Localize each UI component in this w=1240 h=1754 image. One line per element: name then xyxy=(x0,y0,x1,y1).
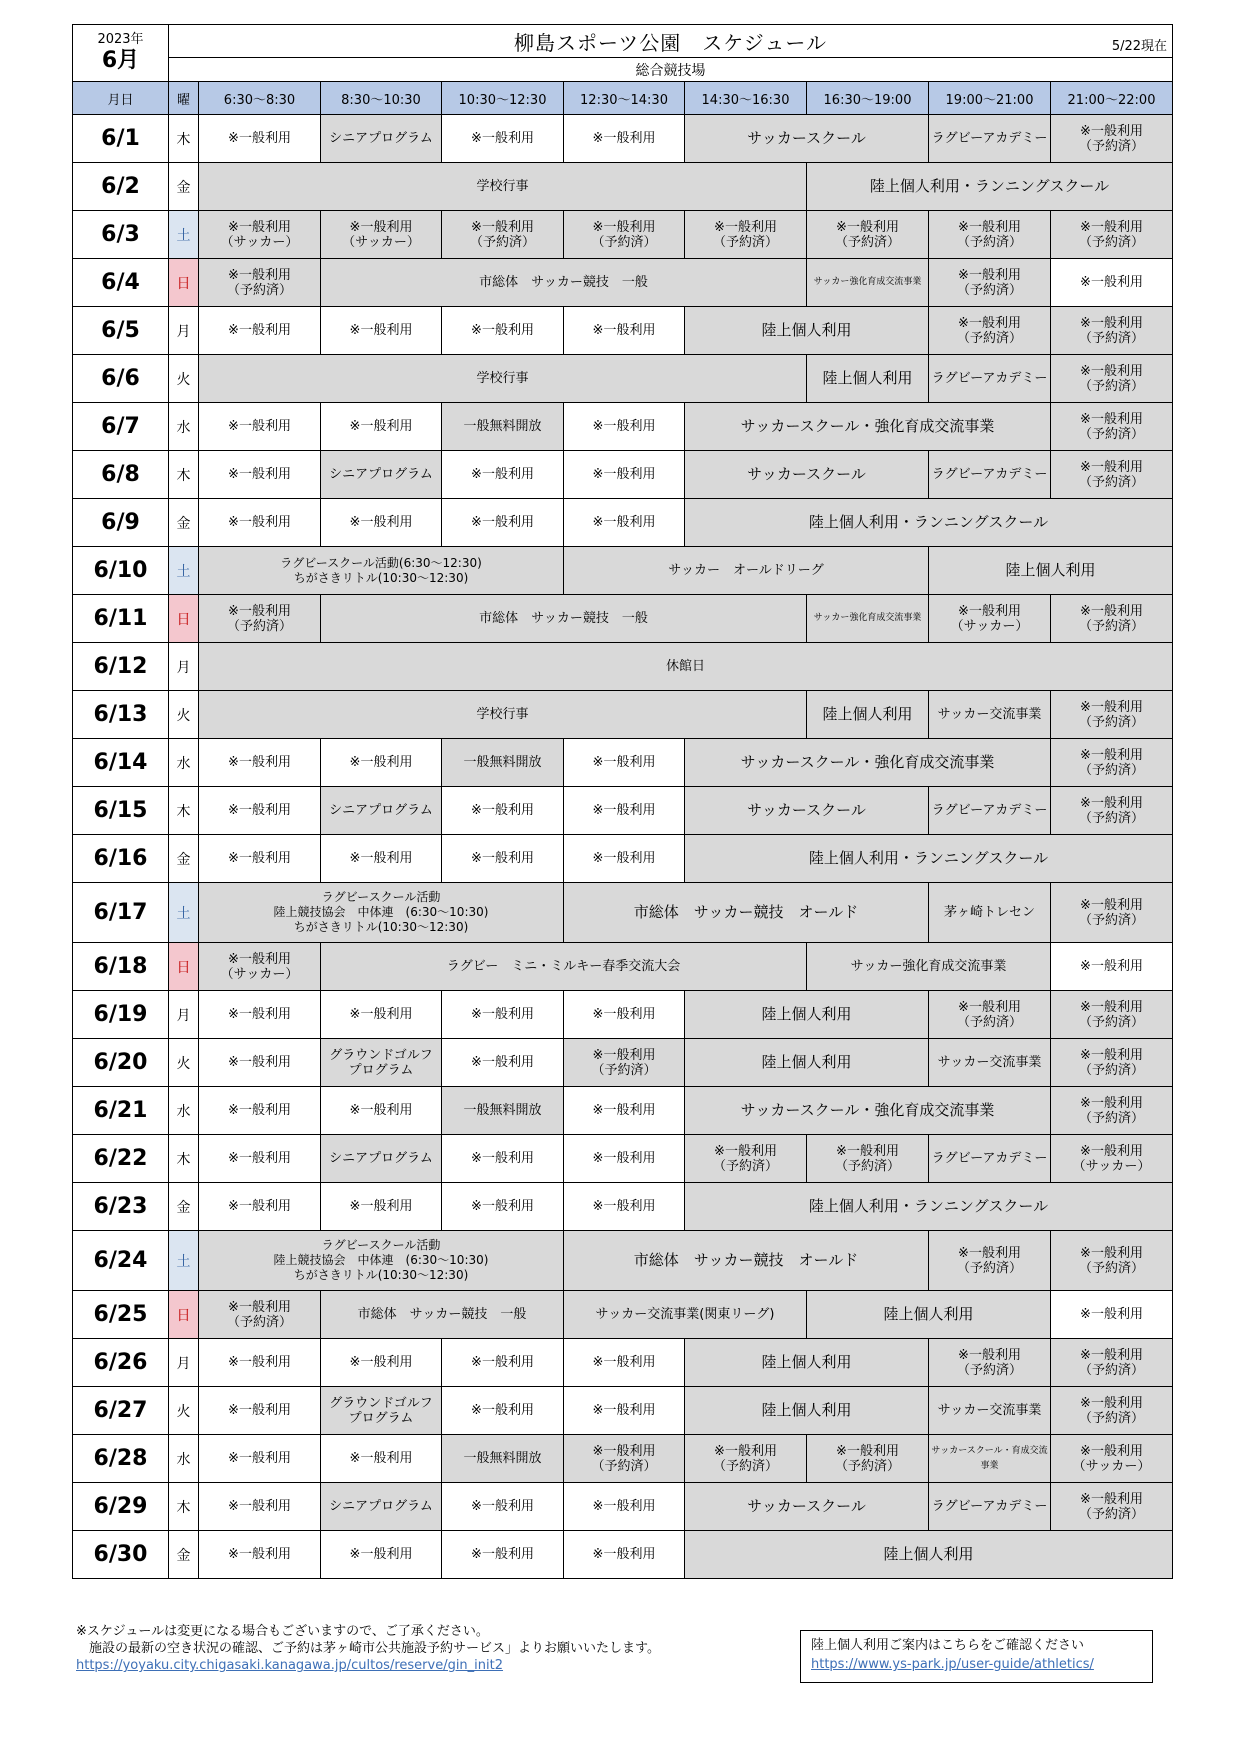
schedule-row xyxy=(73,1531,1173,1579)
page-title: 柳島スポーツ公園 スケジュール xyxy=(514,30,827,55)
schedule-cell: ※一般利用 （サッカー） xyxy=(1051,1435,1173,1483)
schedule-cell: ラグビーアカデミー xyxy=(929,451,1051,499)
schedule-row xyxy=(73,1183,1173,1231)
schedule-cell: 陸上個人利用・ランニングスクール xyxy=(685,499,1173,547)
row-weekday: 水 xyxy=(169,1087,199,1135)
schedule-row xyxy=(73,739,1173,787)
schedule-cell: ※一般利用 （予約済） xyxy=(1051,883,1173,943)
schedule-row xyxy=(73,787,1173,835)
schedule-cell: ※一般利用 （予約済） xyxy=(929,307,1051,355)
schedule-cell: ※一般利用 xyxy=(1051,943,1173,991)
schedule-cell: ※一般利用 （予約済） xyxy=(1051,355,1173,403)
row-date: 6/30 xyxy=(73,1531,169,1579)
schedule-row xyxy=(73,211,1173,259)
schedule-cell: 市総体 サッカー競技 一般 xyxy=(321,595,807,643)
row-date: 6/18 xyxy=(73,943,169,991)
schedule-cell: ※一般利用 xyxy=(442,451,564,499)
schedule-cell: 一般無料開放 xyxy=(442,1435,564,1483)
schedule-cell: ラグビースクール活動 陸上競技協会 中体連 (6:30～10:30) ちがさきリトル(10:30～12:30) xyxy=(199,1231,564,1291)
schedule-cell: ※一般利用 xyxy=(199,835,321,883)
slot-header: 8:30～10:30 xyxy=(321,82,442,115)
schedule-cell: ※一般利用 xyxy=(199,499,321,547)
schedule-cell: ※一般利用 xyxy=(564,451,685,499)
schedule-cell: ※一般利用 xyxy=(321,1339,442,1387)
schedule-row xyxy=(73,1291,1173,1339)
row-weekday: 火 xyxy=(169,1039,199,1087)
row-weekday: 月 xyxy=(169,1339,199,1387)
schedule-cell: ※一般利用 xyxy=(564,1531,685,1579)
schedule-cell: 学校行事 xyxy=(199,355,807,403)
schedule-cell: ※一般利用 xyxy=(321,499,442,547)
row-date: 6/10 xyxy=(73,547,169,595)
row-date: 6/4 xyxy=(73,259,169,307)
schedule-cell: ラグビーアカデミー xyxy=(929,787,1051,835)
schedule-cell: ※一般利用 xyxy=(199,1183,321,1231)
row-weekday: 日 xyxy=(169,943,199,991)
schedule-cell: 学校行事 xyxy=(199,163,807,211)
schedule-cell: 陸上個人利用 xyxy=(685,307,929,355)
row-weekday: 月 xyxy=(169,991,199,1039)
schedule-cell: ※一般利用 （予約済） xyxy=(564,211,685,259)
month-cell xyxy=(73,25,169,82)
row-weekday: 水 xyxy=(169,1435,199,1483)
schedule-cell: ※一般利用 xyxy=(564,1183,685,1231)
schedule-cell: ※一般利用 xyxy=(199,1135,321,1183)
schedule-cell: ※一般利用 （サッカー） xyxy=(1051,1135,1173,1183)
schedule-cell: ※一般利用 （予約済） xyxy=(1051,1483,1173,1531)
schedule-cell: ※一般利用 xyxy=(564,739,685,787)
schedule-row xyxy=(73,547,1173,595)
schedule-cell: ※一般利用 xyxy=(564,499,685,547)
row-weekday: 土 xyxy=(169,1231,199,1291)
row-date: 6/25 xyxy=(73,1291,169,1339)
schedule-cell: ※一般利用 xyxy=(564,991,685,1039)
schedule-cell: ※一般利用 （予約済） xyxy=(442,211,564,259)
column-header-row xyxy=(73,82,1173,115)
schedule-cell: ※一般利用 xyxy=(199,1531,321,1579)
as-of-date: 5/22現在 xyxy=(1111,38,1168,54)
schedule-cell: 陸上個人利用・ランニングスクール xyxy=(807,163,1173,211)
schedule-note: ※スケジュールは変更になる場合もございますので、ご了承ください。 施設の最新の空き状況の確認、ご予約は茅ヶ崎市公共施設予約サービス」よりお願いいたします。 xyxy=(76,1624,660,1656)
athletics-guide-link[interactable]: https://www.ys-park.jp/user-guide/athletics/ xyxy=(811,1657,1094,1672)
schedule-row xyxy=(73,307,1173,355)
schedule-cell: ※一般利用 （予約済） xyxy=(1051,1039,1173,1087)
row-date: 6/7 xyxy=(73,403,169,451)
schedule-cell: ※一般利用 xyxy=(321,991,442,1039)
schedule-cell: ※一般利用 （サッカー） xyxy=(929,595,1051,643)
schedule-cell: ※一般利用 xyxy=(442,1183,564,1231)
row-weekday: 金 xyxy=(169,499,199,547)
schedule-cell: ※一般利用 xyxy=(321,739,442,787)
schedule-cell: サッカー交流事業 xyxy=(929,1039,1051,1087)
schedule-cell: ※一般利用 （予約済） xyxy=(1051,787,1173,835)
schedule-row xyxy=(73,1087,1173,1135)
row-date: 6/19 xyxy=(73,991,169,1039)
schedule-cell: ※一般利用 （予約済） xyxy=(1051,211,1173,259)
schedule-row xyxy=(73,115,1173,163)
schedule-cell: ※一般利用 xyxy=(564,1387,685,1435)
date-column-header: 月日 xyxy=(73,82,169,115)
schedule-cell: サッカースクール・強化育成交流事業 xyxy=(685,739,1051,787)
row-date: 6/12 xyxy=(73,643,169,691)
schedule-row xyxy=(73,883,1173,943)
row-weekday: 金 xyxy=(169,1183,199,1231)
schedule-row xyxy=(73,499,1173,547)
schedule-cell: サッカースクール・強化育成交流事業 xyxy=(685,403,1051,451)
schedule-row xyxy=(73,1387,1173,1435)
slot-header: 19:00～21:00 xyxy=(929,82,1051,115)
schedule-cell: ※一般利用 （予約済） xyxy=(1051,1387,1173,1435)
row-weekday: 火 xyxy=(169,355,199,403)
row-weekday: 木 xyxy=(169,115,199,163)
row-date: 6/1 xyxy=(73,115,169,163)
schedule-cell: ※一般利用 xyxy=(564,1339,685,1387)
schedule-cell: ※一般利用 xyxy=(442,1039,564,1087)
schedule-cell: ※一般利用 xyxy=(442,1483,564,1531)
row-date: 6/22 xyxy=(73,1135,169,1183)
schedule-cell: ※一般利用 xyxy=(442,835,564,883)
row-weekday: 木 xyxy=(169,1135,199,1183)
schedule-cell: ラグビーアカデミー xyxy=(929,355,1051,403)
schedule-cell: ※一般利用 xyxy=(442,1531,564,1579)
schedule-cell: ※一般利用 （予約済） xyxy=(1051,403,1173,451)
schedule-cell: ※一般利用 （予約済） xyxy=(807,211,929,259)
schedule-cell: ※一般利用 xyxy=(564,1483,685,1531)
schedule-cell: サッカー強化育成交流事業 xyxy=(807,595,929,643)
schedule-cell: ※一般利用 xyxy=(442,307,564,355)
schedule-cell: ※一般利用 （予約済） xyxy=(685,211,807,259)
row-date: 6/11 xyxy=(73,595,169,643)
schedule-cell: 陸上個人利用 xyxy=(685,1039,929,1087)
row-date: 6/14 xyxy=(73,739,169,787)
schedule-cell: サッカー強化育成交流事業 xyxy=(807,259,929,307)
row-date: 6/20 xyxy=(73,1039,169,1087)
row-weekday: 日 xyxy=(169,1291,199,1339)
schedule-cell: グラウンドゴルフ プログラム xyxy=(321,1039,442,1087)
row-date: 6/29 xyxy=(73,1483,169,1531)
schedule-cell: 市総体 サッカー競技 一般 xyxy=(321,259,807,307)
schedule-cell: ※一般利用 （予約済） xyxy=(1051,739,1173,787)
schedule-row xyxy=(73,451,1173,499)
schedule-cell: ※一般利用 （サッカー） xyxy=(199,943,321,991)
row-date: 6/3 xyxy=(73,211,169,259)
schedule-cell: ※一般利用 xyxy=(564,403,685,451)
schedule-cell: ※一般利用 （予約済） xyxy=(564,1435,685,1483)
schedule-cell: ※一般利用 （予約済） xyxy=(929,1231,1051,1291)
schedule-cell: ※一般利用 xyxy=(321,1087,442,1135)
schedule-cell: ※一般利用 xyxy=(199,1039,321,1087)
slot-header: 12:30～14:30 xyxy=(564,82,685,115)
schedule-row xyxy=(73,643,1173,691)
schedule-cell: ※一般利用 （予約済） xyxy=(929,259,1051,307)
schedule-cell: ※一般利用 xyxy=(442,1135,564,1183)
row-date: 6/5 xyxy=(73,307,169,355)
schedule-cell: ※一般利用 （予約済） xyxy=(199,595,321,643)
row-weekday: 木 xyxy=(169,787,199,835)
schedule-cell: グラウンドゴルフ プログラム xyxy=(321,1387,442,1435)
schedule-cell: ※一般利用 xyxy=(442,787,564,835)
row-weekday: 火 xyxy=(169,1387,199,1435)
schedule-cell: 陸上個人利用 xyxy=(807,355,929,403)
schedule-cell: ※一般利用 （予約済） xyxy=(1051,1339,1173,1387)
slot-header: 10:30～12:30 xyxy=(442,82,564,115)
schedule-cell: 市総体 サッカー競技 オールド xyxy=(564,883,929,943)
schedule-cell: 市総体 サッカー競技 オールド xyxy=(564,1231,929,1291)
schedule-cell: ※一般利用 （予約済） xyxy=(199,1291,321,1339)
schedule-row xyxy=(73,691,1173,739)
schedule-cell: 休館日 xyxy=(199,643,1173,691)
row-date: 6/24 xyxy=(73,1231,169,1291)
schedule-cell: サッカースクール xyxy=(685,1483,929,1531)
schedule-cell: 陸上個人利用 xyxy=(685,1339,929,1387)
schedule-cell: 陸上個人利用 xyxy=(685,1387,929,1435)
row-date: 6/2 xyxy=(73,163,169,211)
schedule-cell: ※一般利用 xyxy=(442,499,564,547)
schedule-cell: サッカースクール・育成交流事業 xyxy=(929,1435,1051,1483)
schedule-cell: ※一般利用 xyxy=(321,1435,442,1483)
row-date: 6/28 xyxy=(73,1435,169,1483)
schedule-cell: ※一般利用 xyxy=(564,1135,685,1183)
schedule-row xyxy=(73,355,1173,403)
schedule-cell: 陸上個人利用・ランニングスクール xyxy=(685,1183,1173,1231)
row-weekday: 月 xyxy=(169,643,199,691)
reservation-link[interactable]: https://yoyaku.city.chigasaki.kanagawa.jp/cultos/reserve/gin_init2 xyxy=(76,1658,504,1673)
schedule-cell: 陸上個人利用 xyxy=(685,991,929,1039)
schedule-row xyxy=(73,1339,1173,1387)
schedule-cell: ※一般利用 （予約済） xyxy=(807,1135,929,1183)
row-weekday: 土 xyxy=(169,211,199,259)
schedule-cell: ※一般利用 （予約済） xyxy=(1051,307,1173,355)
row-weekday: 金 xyxy=(169,163,199,211)
schedule-cell: ※一般利用 （予約済） xyxy=(685,1435,807,1483)
row-weekday: 土 xyxy=(169,883,199,943)
row-date: 6/15 xyxy=(73,787,169,835)
schedule-cell: ※一般利用 （予約済） xyxy=(199,259,321,307)
schedule-table xyxy=(72,24,1173,1579)
schedule-cell: ※一般利用 xyxy=(564,835,685,883)
schedule-cell: シニアプログラム xyxy=(321,1135,442,1183)
schedule-row xyxy=(73,1231,1173,1291)
schedule-cell: ラグビースクール活動(6:30～12:30) ちがさきリトル(10:30～12:30) xyxy=(199,547,564,595)
row-weekday: 月 xyxy=(169,307,199,355)
dow-column-header: 曜 xyxy=(169,82,199,115)
schedule-cell: ※一般利用 （予約済） xyxy=(685,1135,807,1183)
schedule-cell: サッカースクール xyxy=(685,787,929,835)
schedule-cell: 学校行事 xyxy=(199,691,807,739)
schedule-cell: ※一般利用 xyxy=(199,1483,321,1531)
schedule-cell: ※一般利用 （予約済） xyxy=(1051,595,1173,643)
row-date: 6/17 xyxy=(73,883,169,943)
schedule-row xyxy=(73,1435,1173,1483)
row-date: 6/8 xyxy=(73,451,169,499)
row-weekday: 土 xyxy=(169,547,199,595)
schedule-cell: ※一般利用 xyxy=(199,1087,321,1135)
schedule-cell: ※一般利用 （サッカー） xyxy=(199,211,321,259)
schedule-row xyxy=(73,403,1173,451)
slot-header: 6:30～8:30 xyxy=(199,82,321,115)
schedule-cell: ※一般利用 xyxy=(321,1531,442,1579)
facility-name: 総合競技場 xyxy=(169,58,1173,82)
schedule-cell: ※一般利用 xyxy=(321,403,442,451)
athletics-guide-text: 陸上個人利用ご案内はこちらをご確認ください xyxy=(811,1638,1085,1653)
schedule-cell: ※一般利用 xyxy=(321,835,442,883)
schedule-cell: ※一般利用 xyxy=(199,1435,321,1483)
schedule-cell: ※一般利用 xyxy=(199,451,321,499)
schedule-cell: ※一般利用 xyxy=(199,1339,321,1387)
schedule-cell: ラグビーアカデミー xyxy=(929,115,1051,163)
schedule-cell: ※一般利用 （予約済） xyxy=(929,991,1051,1039)
schedule-cell: 茅ヶ崎トレセン xyxy=(929,883,1051,943)
schedule-cell: ※一般利用 （予約済） xyxy=(1051,991,1173,1039)
row-date: 6/9 xyxy=(73,499,169,547)
schedule-cell: サッカー交流事業(関東リーグ) xyxy=(564,1291,807,1339)
row-weekday: 金 xyxy=(169,835,199,883)
schedule-cell: 陸上個人利用 xyxy=(807,691,929,739)
schedule-cell: サッカースクール xyxy=(685,451,929,499)
schedule-cell: ※一般利用 （予約済） xyxy=(1051,451,1173,499)
schedule-row xyxy=(73,1135,1173,1183)
schedule-cell: 陸上個人利用 xyxy=(807,1291,1051,1339)
schedule-row xyxy=(73,991,1173,1039)
row-date: 6/16 xyxy=(73,835,169,883)
schedule-cell: ラグビー ミニ・ミルキー春季交流大会 xyxy=(321,943,807,991)
schedule-cell: ※一般利用 （サッカー） xyxy=(321,211,442,259)
schedule-cell: ※一般利用 xyxy=(442,115,564,163)
schedule-cell: ※一般利用 xyxy=(199,991,321,1039)
schedule-cell: ※一般利用 （予約済） xyxy=(564,1039,685,1087)
slot-header: 21:00～22:00 xyxy=(1051,82,1173,115)
schedule-cell: ※一般利用 （予約済） xyxy=(1051,1087,1173,1135)
slot-header: 16:30～19:00 xyxy=(807,82,929,115)
slot-header: 14:30～16:30 xyxy=(685,82,807,115)
schedule-cell: サッカースクール・強化育成交流事業 xyxy=(685,1087,1051,1135)
schedule-cell: ラグビーアカデミー xyxy=(929,1483,1051,1531)
row-weekday: 木 xyxy=(169,1483,199,1531)
schedule-cell: 一般無料開放 xyxy=(442,403,564,451)
schedule-cell: ※一般利用 xyxy=(564,1087,685,1135)
schedule-cell: ※一般利用 xyxy=(199,787,321,835)
month-label: 6月 xyxy=(101,48,140,73)
schedule-cell: シニアプログラム xyxy=(321,451,442,499)
schedule-row xyxy=(73,259,1173,307)
schedule-cell: 陸上個人利用 xyxy=(685,1531,1173,1579)
title-cell xyxy=(169,25,1173,58)
schedule-row xyxy=(73,1483,1173,1531)
schedule-cell: ※一般利用 xyxy=(1051,1291,1173,1339)
schedule-cell: シニアプログラム xyxy=(321,787,442,835)
row-date: 6/21 xyxy=(73,1087,169,1135)
row-weekday: 金 xyxy=(169,1531,199,1579)
schedule-cell: ※一般利用 （予約済） xyxy=(929,1339,1051,1387)
schedule-row xyxy=(73,835,1173,883)
schedule-row xyxy=(73,163,1173,211)
schedule-cell: シニアプログラム xyxy=(321,1483,442,1531)
schedule-cell: ※一般利用 （予約済） xyxy=(807,1435,929,1483)
row-weekday: 水 xyxy=(169,739,199,787)
schedule-cell: サッカー交流事業 xyxy=(929,1387,1051,1435)
row-weekday: 水 xyxy=(169,403,199,451)
schedule-cell: ラグビースクール活動 陸上競技協会 中体連 (6:30～10:30) ちがさきリトル(10:30～12:30) xyxy=(199,883,564,943)
schedule-cell: ※一般利用 （予約済） xyxy=(929,211,1051,259)
schedule-row xyxy=(73,1039,1173,1087)
schedule-cell: シニアプログラム xyxy=(321,115,442,163)
schedule-cell: サッカー強化育成交流事業 xyxy=(807,943,1051,991)
row-date: 6/6 xyxy=(73,355,169,403)
schedule-cell: 一般無料開放 xyxy=(442,1087,564,1135)
row-weekday: 木 xyxy=(169,451,199,499)
row-weekday: 火 xyxy=(169,691,199,739)
row-weekday: 日 xyxy=(169,259,199,307)
schedule-cell: 陸上個人利用 xyxy=(929,547,1173,595)
schedule-cell: 市総体 サッカー競技 一般 xyxy=(321,1291,564,1339)
schedule-cell: ※一般利用 （予約済） xyxy=(1051,115,1173,163)
schedule-cell: ※一般利用 xyxy=(442,1387,564,1435)
schedule-cell: ※一般利用 （予約済） xyxy=(1051,1231,1173,1291)
schedule-cell: ※一般利用 （予約済） xyxy=(1051,691,1173,739)
schedule-row xyxy=(73,943,1173,991)
schedule-cell: ※一般利用 xyxy=(1051,259,1173,307)
schedule-cell: ※一般利用 xyxy=(564,787,685,835)
schedule-cell: ※一般利用 xyxy=(442,1339,564,1387)
row-weekday: 日 xyxy=(169,595,199,643)
schedule-cell: ※一般利用 xyxy=(199,739,321,787)
schedule-cell: ※一般利用 xyxy=(321,1183,442,1231)
schedule-cell: ラグビーアカデミー xyxy=(929,1135,1051,1183)
schedule-cell: サッカー交流事業 xyxy=(929,691,1051,739)
row-date: 6/26 xyxy=(73,1339,169,1387)
schedule-cell: ※一般利用 xyxy=(199,1387,321,1435)
schedule-cell: ※一般利用 xyxy=(564,307,685,355)
schedule-cell: ※一般利用 xyxy=(442,991,564,1039)
row-date: 6/13 xyxy=(73,691,169,739)
schedule-cell: ※一般利用 xyxy=(199,403,321,451)
schedule-cell: サッカースクール xyxy=(685,115,929,163)
schedule-cell: ※一般利用 xyxy=(199,307,321,355)
year-label: 2023年 xyxy=(97,32,144,47)
athletics-guide-box xyxy=(800,1630,1153,1683)
schedule-cell: 陸上個人利用・ランニングスクール xyxy=(685,835,1173,883)
schedule-cell: サッカー オールドリーグ xyxy=(564,547,929,595)
schedule-cell: ※一般利用 xyxy=(321,307,442,355)
row-date: 6/27 xyxy=(73,1387,169,1435)
schedule-cell: 一般無料開放 xyxy=(442,739,564,787)
schedule-row xyxy=(73,595,1173,643)
row-date: 6/23 xyxy=(73,1183,169,1231)
schedule-cell: ※一般利用 xyxy=(564,115,685,163)
schedule-cell: ※一般利用 xyxy=(199,115,321,163)
